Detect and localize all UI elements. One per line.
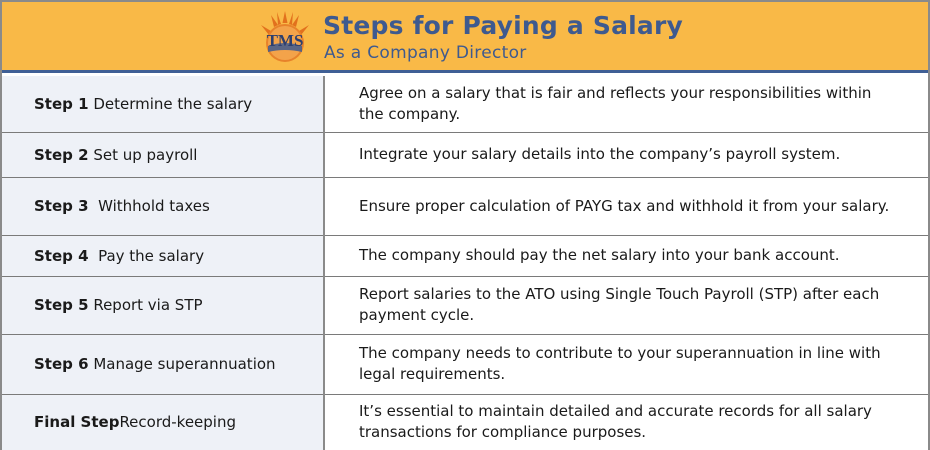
step-name: Set up payroll bbox=[88, 145, 198, 164]
logo-text: TMS bbox=[266, 31, 304, 50]
table-row bbox=[2, 394, 928, 450]
step-cell bbox=[2, 132, 324, 177]
step-cell bbox=[2, 177, 324, 235]
step-cell bbox=[2, 334, 324, 394]
step-description: Integrate your salary details into the company’s payroll system. bbox=[324, 132, 928, 177]
tms-logo-icon bbox=[256, 10, 314, 66]
page-subtitle: As a Company Director bbox=[324, 43, 527, 63]
step-cell bbox=[2, 235, 324, 276]
step-label: Step 6 bbox=[34, 355, 89, 373]
step-label: Final Step bbox=[34, 413, 120, 432]
step-description: It’s essential to maintain detailed and accurate records for all salary transactions for compliance purposes. bbox=[324, 394, 928, 450]
step-description: The company needs to contribute to your superannuation in line with legal requirements. bbox=[324, 334, 928, 394]
step-description: Report salaries to the ATO using Single Touch Payroll (STP) after each payment cycle. bbox=[324, 276, 928, 334]
step-label: Step 1 bbox=[34, 94, 89, 113]
step-name: Pay the salary bbox=[88, 246, 205, 265]
table-row bbox=[2, 132, 928, 177]
page-title: Steps for Paying a Salary bbox=[323, 11, 684, 40]
step-description: Ensure proper calculation of PAYG tax and withhold it from your salary. bbox=[324, 177, 928, 235]
step-name: Record-keeping bbox=[119, 413, 237, 432]
table-row bbox=[2, 177, 928, 235]
table-row bbox=[2, 235, 928, 276]
step-description: The company should pay the net salary into your bank account. bbox=[324, 235, 928, 276]
step-cell bbox=[2, 394, 324, 450]
step-name: Withhold taxes bbox=[88, 197, 210, 215]
step-cell bbox=[2, 76, 324, 132]
step-cell bbox=[2, 276, 324, 334]
steps-table bbox=[2, 76, 928, 450]
step-name: Manage superannuation bbox=[88, 355, 276, 373]
step-label: Step 5 bbox=[34, 296, 89, 314]
step-label: Step 2 bbox=[34, 145, 89, 164]
step-name: Determine the salary bbox=[88, 94, 253, 113]
step-description: Agree on a salary that is fair and reflects your responsibilities within the company. bbox=[324, 76, 928, 132]
step-label: Step 3 bbox=[34, 197, 89, 215]
header-banner bbox=[2, 2, 928, 73]
step-name: Report via STP bbox=[88, 296, 203, 314]
step-label: Step 4 bbox=[34, 246, 89, 265]
table-row bbox=[2, 76, 928, 132]
table-row bbox=[2, 276, 928, 334]
table-row bbox=[2, 334, 928, 394]
